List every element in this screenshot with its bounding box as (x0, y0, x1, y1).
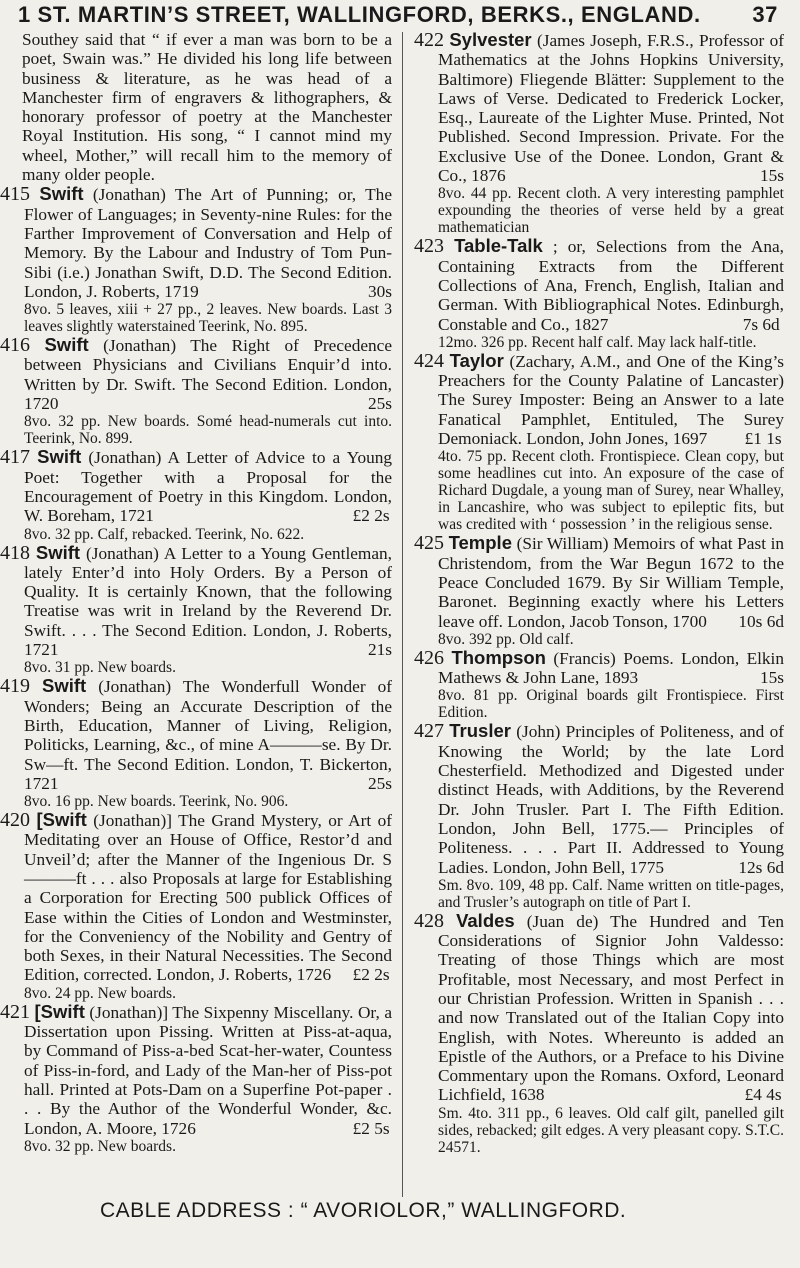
intro-paragraph: Southey said that “ if ever a man was born to be a poet, Swain was.” He divided his long life between business & literature, as he was head of a Manchester firm of engravers & lithographers, & honorary professor of poetry at the Manchester Royal Institution. His song, “ I cannot mind my wheel, Mother,” will recall him to the memory of many older people. (22, 30, 392, 185)
entry-description (414, 351, 784, 448)
catalogue-entry (414, 648, 784, 722)
entry-title: (Jonathan) A Letter to a Young Gentleman, lately Enter’d into Holy Orders. By a Person of Quality. It is certainly Known, that the following Treatise was writ in Ireland by the Reverend Dr. Swift. . . . The Second Edition. London, J. Roberts, 1721 (24, 543, 392, 660)
entry-note: 8vo. 5 leaves, xiii + 27 pp., 2 leaves. New boards. Last 3 leaves slightly waterstained Teerink, No. 895. (24, 301, 392, 336)
entry-title: (Jonathan)] The Sixpenny Miscellany. Or, a Dissertation upon Pissing. Written at Piss-at-aqua, by Command of Piss-a-bed Scat-her-water, Countess of Piss-in-ford, and Lady of the Man-her of Piss-pot hall. Printed at Pots-Dam on a Superfine Pot-paper . . . By the Author of the Wonderful Wonder, &c. London, A. Moore, 1726 (24, 1002, 392, 1138)
entry-author: Temple (448, 532, 512, 554)
catalogue-entry (414, 30, 784, 236)
right-entries (414, 30, 784, 1156)
entry-price: £4 4s (744, 1085, 782, 1105)
entry-description (0, 335, 392, 413)
entry-author: Swift (35, 541, 81, 563)
catalogue-entry (414, 911, 784, 1156)
entry-title: (John) Principles of Politeness, and of Knowing the World; by the late Lord Chesterfield. Methodized and Digested under distinct Heads, with Additions, by the Reverend Dr. John Trusler. Part I. The Fifth Edition. London, John Bell, 1775.— Principles of Politeness. . . . Part II. Addressed to Young Ladies. London, John Bell, 1775 (438, 722, 784, 877)
left-entries (0, 184, 392, 1154)
right-column (414, 30, 784, 1156)
catalogue-entry (414, 721, 784, 910)
entry-author: Valdes (456, 909, 515, 931)
catalogue-entry (0, 676, 392, 810)
entry-number: 418 (0, 541, 30, 564)
header-address: 1 ST. MARTIN’S STREET, WALLINGFORD, BERKS., ENGLAND. (18, 2, 701, 27)
entry-author: Thompson (451, 646, 546, 668)
entry-description (0, 447, 392, 525)
catalogue-entry (0, 543, 392, 677)
catalogue-entry (0, 335, 392, 447)
entry-description (0, 676, 392, 793)
entry-title: (Jonathan) The Right of Precedence between Physicians and Civilians Enquir’d into. Written by Dr. Swift. The Second Edition. London, 1720 (24, 336, 392, 414)
entry-price: £2 2s (352, 965, 390, 985)
entry-number: 426 (414, 646, 444, 669)
entry-author: Trusler (449, 720, 511, 742)
entry-note: 8vo. 44 pp. Recent cloth. A very interesting pamphlet expounding the theories of verse held by a great mathematician (438, 185, 784, 237)
entry-author: Swift (44, 334, 89, 356)
entry-note: Sm. 4to. 311 pp., 6 leaves. Old calf gilt, panelled gilt sides, rebacked; gilt edges. A very pleasant copy. S.T.C. 24571. (438, 1104, 784, 1156)
catalogue-entry (414, 533, 784, 647)
entry-description (0, 543, 392, 660)
entry-author: Table-Talk (454, 235, 543, 257)
entry-price: £2 2s (352, 506, 390, 526)
catalogue-entry (0, 184, 392, 335)
entry-number: 424 (414, 349, 444, 372)
entry-description (0, 1002, 392, 1138)
entry-note: 8vo. 32 pp. Calf, rebacked. Teerink, No. 622. (24, 525, 305, 543)
entry-price: £1 1s (744, 429, 782, 449)
entry-title: (Jonathan) The Art of Punning; or, The Flower of Languages; in Seventy-nine Rules: for the Farther Improvement of Conversation and Help of Memory. By the Labour and Industry of Tom Pun-Sibi (i.e.) Jonathan Swift, D.D. The Second Edition. London, J. Roberts, 1719 (24, 185, 392, 301)
left-column (0, 30, 392, 1155)
entry-description (414, 648, 784, 688)
entry-price: 12s 6d (738, 857, 784, 877)
entry-note: 8vo. 81 pp. Original boards gilt Frontispiece. First Edition. (438, 687, 784, 722)
entry-description (414, 30, 784, 185)
catalogue-entry (414, 236, 784, 350)
entry-number: 416 (0, 334, 30, 357)
entry-title: (Francis) Poems. London, Elkin Mathews & John Lane, 1893 (438, 648, 785, 688)
entry-note: 8vo. 24 pp. New boards. (24, 984, 176, 1002)
entry-note: 8vo. 31 pp. New boards. (24, 659, 176, 677)
entry-title: (James Joseph, F.R.S., Professor of Mathematics at the Johns Hopkins University, Baltimore) Fliegende Blätter: Supplement to the Laws of Verse. Dedicated to Frederick Locker, Esq., Laureate of the Lighter Muse. Printed, Not Published. Second Impression. Private. For the Exclusive Use of the Donee. London, Grant & Co., 1876 (438, 31, 784, 186)
entry-title: (Jonathan)] The Grand Mystery, or Art of Meditating over an House of Office, Restor’d and Unveil’d; after the Manner of the Ingenious Dr. S———ft . . . also Proposals at large for Establishing a Corporation for Erecting 500 publick Offices of Ease within the Cities of London and Westminster, for the Conveniency of the Nobility and Gentry of both Sexes, in their Natural Necessities. The Second Edition, corrected. London, J. Roberts, 1726 (24, 811, 393, 985)
catalogue-entry (0, 810, 392, 1002)
entry-number: 415 (0, 183, 30, 206)
entry-description (414, 236, 784, 333)
entry-description (414, 911, 784, 1105)
entry-note: 4to. 75 pp. Recent cloth. Frontispiece. Clean copy, but some headlines cut into. An exposure of the case of Richard Dugdale, a young man of Surey, near Whalley, in Lancashire, who was subject to epileptic fits, but was credited with ‘ possession ’ in the religious sense. (438, 448, 784, 534)
entry-note: 8vo. 32 pp. New boards. Somé head-numerals cut into. Teerink, No. 899. (24, 413, 392, 448)
entry-number: 427 (414, 720, 444, 743)
cable-address: CABLE ADDRESS : “ AVORIOLOR,” WALLINGFORD. (100, 1199, 627, 1222)
entry-title: (Jonathan) The Wonderfull Wonder of Wonders; Being an Accurate Description of the Birth, Education, Manner of Living, Religion, Politicks, Learning, &c., of mine A———se. By Dr. Sw—ft. The Second Edition. London, T. Bickerton, 1721 (24, 677, 392, 793)
entry-note: 8vo. 32 pp. New boards. (24, 1137, 176, 1155)
entry-price: 7s 6d (742, 314, 780, 334)
entry-number: 428 (414, 909, 444, 932)
entry-price: 10s 6d (738, 611, 784, 631)
entry-number: 417 (0, 446, 30, 469)
entry-price: £2 5s (352, 1118, 390, 1138)
entry-number: 423 (414, 235, 444, 258)
page-number: 37 (752, 2, 778, 27)
entry-number: 420 (0, 809, 30, 832)
entry-description (0, 184, 392, 301)
catalogue-entry (414, 351, 784, 533)
entry-author: [Swift (36, 809, 87, 831)
entry-author: [Swift (34, 1000, 85, 1022)
column-divider (402, 32, 403, 1197)
entry-note: 8vo. 16 pp. New boards. Teerink, No. 906. (24, 793, 289, 811)
entry-note: 8vo. 392 pp. Old calf. (438, 630, 574, 648)
entry-title: (Zachary, A.M., and One of the King’s Preachers for the County Palatine of Lancaster) The Surey Imposter: Being an Answer to a late Fanatical Pamphlet, Entituled, The Surey Demoniack. London, John Jones, 1697 (438, 351, 784, 449)
entry-number: 421 (0, 1000, 30, 1023)
entry-note: Sm. 8vo. 109, 48 pp. Calf. Name written on title-pages, and Trusler’s autograph on title of Part I. (438, 876, 784, 911)
entry-author: Swift (39, 183, 84, 205)
catalogue-entry (0, 1002, 392, 1155)
entry-author: Swift (42, 675, 87, 697)
entry-number: 422 (414, 29, 444, 51)
entry-description (0, 810, 392, 985)
entry-author: Taylor (449, 349, 504, 371)
entry-description (414, 533, 784, 630)
entry-title: (Jonathan) A Letter of Advice to a Young Poet: Together with a Proposal for the Encouragement of Poetry in this Kingdom. London, W. Boreham, 1721 (24, 448, 393, 526)
catalogue-entry (0, 447, 392, 542)
entry-title: (Juan de) The Hundred and Ten Considerations of Signior John Valdesso: Treating of those Things which are most Profitable, most Necessary, and most Perfect in our Christian Profession. Written in Spanish . . . and now Translated out of the Italian Copy into English, with Notes. Whereunto is added an Epistle of the Authors, or a Preface to his Divine Commentary upon the Romans. Oxford, Leonard Lichfield, 1638 (438, 911, 784, 1105)
entry-title: ; or, Selections from the Ana, Containing Extracts from the Different Collections of Ana, French, English, Italian and German. With Bibliographical Notes. Edinburgh, Constable and Co., 1827 (438, 237, 784, 334)
entry-note: 12mo. 326 pp. Recent half calf. May lack half-title. (438, 333, 757, 351)
entry-description (414, 721, 784, 876)
entry-number: 425 (414, 532, 444, 555)
entry-title: (Sir William) Memoirs of what Past in Christendom, from the War Begun 1672 to the Peace Concluded 1679. By Sir William Temple, Baronet. Beginning exactly where his Letters leave off. London, Jacob Tonson, 1700 (438, 534, 785, 631)
entry-author: Sylvester (449, 29, 532, 50)
entry-author: Swift (37, 446, 82, 468)
page-header (18, 2, 778, 28)
entry-number: 419 (0, 675, 30, 698)
